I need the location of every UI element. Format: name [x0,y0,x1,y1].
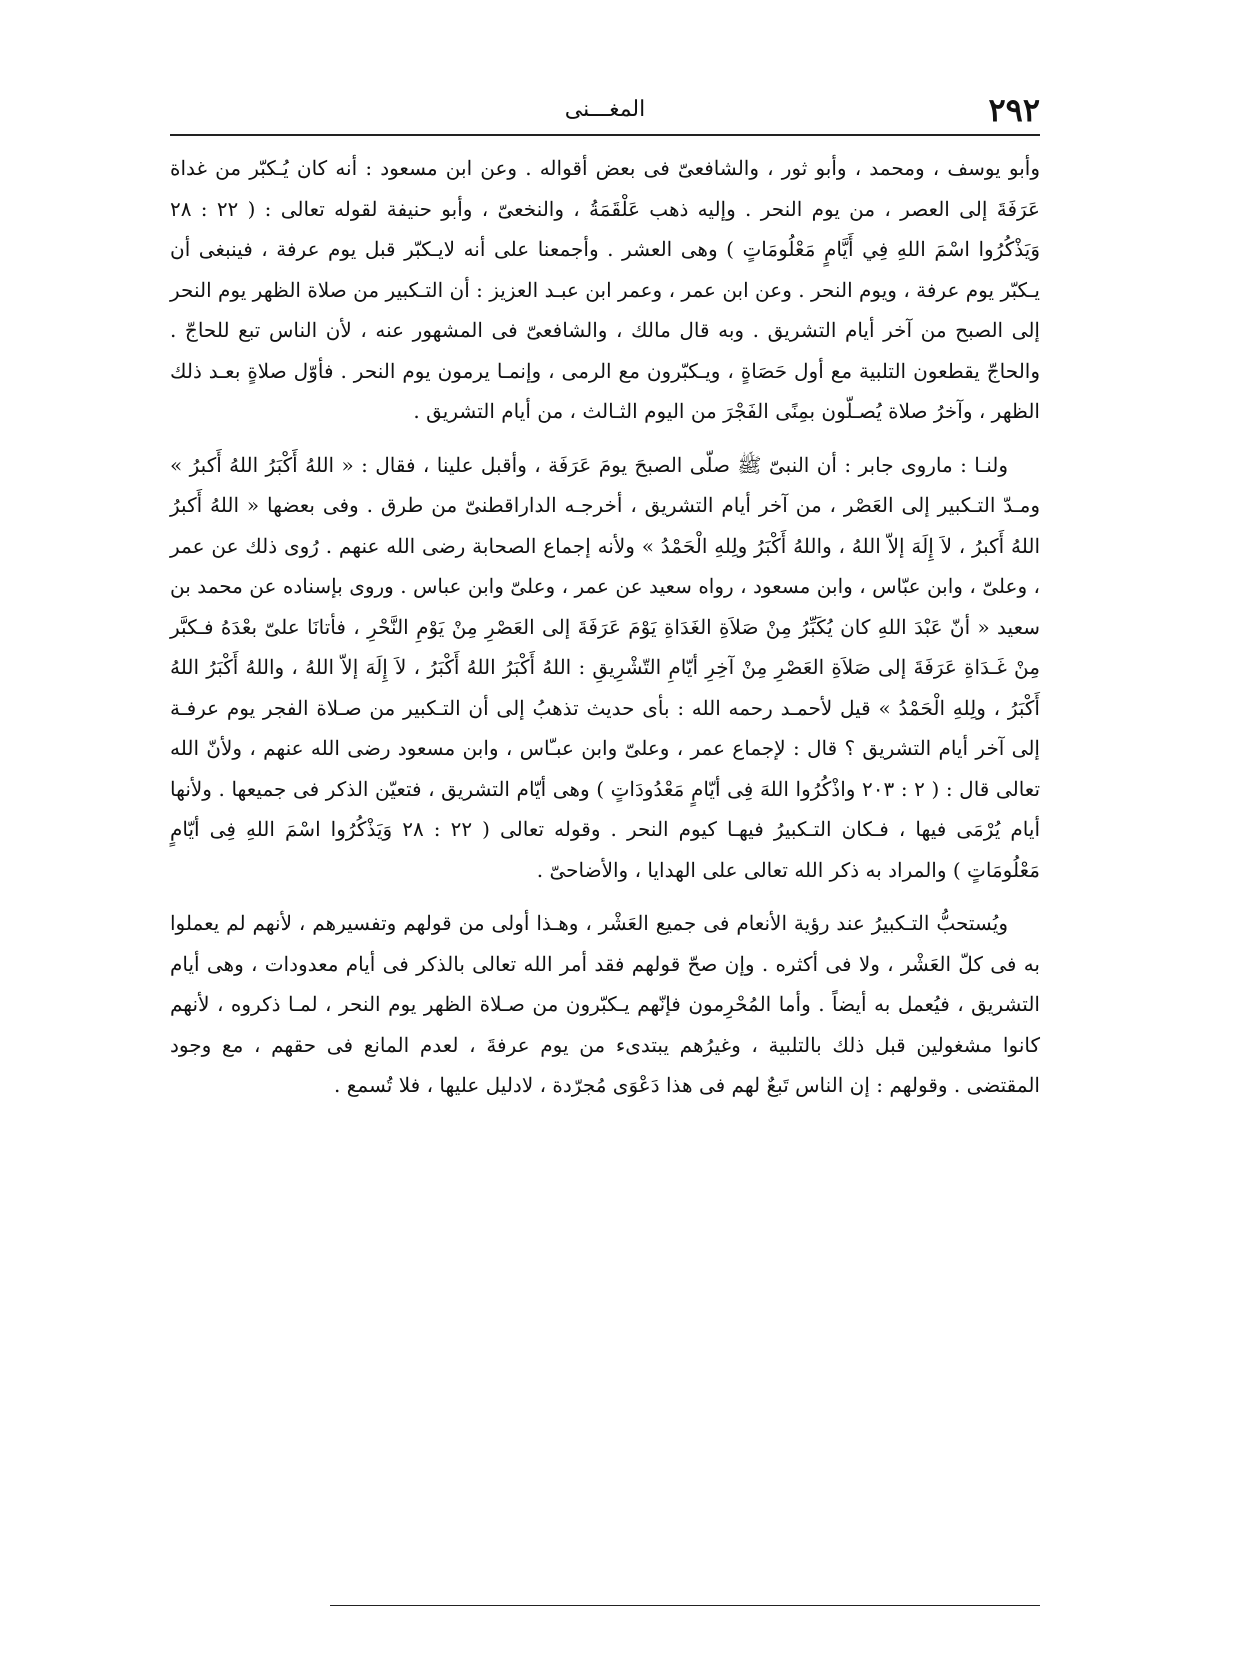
page-header [170,88,1040,138]
body-text [170,148,1040,1119]
paragraph: ولنـا : ماروى جابر : أن النبىّ ﷺ صلّى الصبحَ يومَ عَرَفَة ، وأقبل علينا ، فقال : « اللهُ أَكْبَرُ اللهُ أَكبرُ » ومـدّ التـكبير إلى العَصْر ، من آخر أيام التشريق ، أخرجـه الداراقطنىّ من طرق . وفى بعضها « اللهُ أَكبرُ اللهُ أَكبرُ ، لاَ إِلَهَ إلاّ اللهُ ، واللهُ أَكْبَرُ ولِلهِ الْحَمْدُ » ولأنه إجماع الصحابة رضى الله عنهم . رُوى ذلك عن عمر ، وعلىّ ، وابن عبّاس ، وابن مسعود ، رواه سعيد عن عمر ، وعلىّ وابن عباس . وروى بإسناده عن محمد بن سعيد « أنّ عَبْدَ اللهِ كان يُكَبِّرُ مِنْ صَلاَةِ الغَدَاةِ يَوْمَ عَرَفَةَ إلى العَصْرِ مِنْ يَوْمِ النَّحْرِ ، فأتانَا علىّ بعْدَهُ فـكبَّر مِنْ غَـدَاةِ عَرَفَةَ إلى صَلاَةِ العَصْرِ مِنْ آخِرِ أيّامِ التّشْرِيقِ : اللهُ أَكْبَرُ اللهُ أَكْبَرُ ، لاَ إِلَهَ إلاّ اللهُ ، واللهُ أَكْبَرُ اللهُ أَكْبَرُ ، ولِلهِ الْحَمْدُ » قيل لأحمـد رحمه الله : بأى حديث تذهبُ إلى أن التـكبير من صـلاة الفجر يوم عرفـة إلى آخر أيام التشريق ؟ قال : لإجماع عمر ، وعلىّ وابن عبـّاس ، وابن مسعود رضى الله عنهم ، ولأنّ الله تعالى قال : ( ٢ : ٢٠٣ واذْكُرُوا اللهَ فِى أيّامٍ مَعْدُودَاتٍ ) وهى أيّام التشريق ، فتعيّن الذكر فى جميعها . ولأنها أيام يُرْمَى فيها ، فـكان التـكبيرُ فيهـا كيوم النحر . وقوله تعالى ( ٢٢ : ٢٨ وَيَذْكُرُوا اسْمَ اللهِ فِى أيّامٍ مَعْلُومَاتٍ ) والمراد به ذكر الله تعالى على الهدايا ، والأضاحىّ . [170,452,1041,882]
header-rule [170,134,1040,136]
paragraph: وأبو يوسف ، ومحمد ، وأبو ثور ، والشافعىّ فى بعض أقواله . وعن ابن مسعود : أنه كان يُـكبّر من غداة عَرَفَةَ إلى العصر ، من يوم النحر . وإليه ذهب عَلْقَمَةُ ، والنخعىّ ، وأبو حنيفة لقوله تعالى : ( ٢٢ : ٢٨ وَيَذْكُرُوا اسْمَ اللهِ فِي أَيَّامٍ مَعْلُومَاتٍ ) وهى العشر . وأجمعنا على أنه لايـكبّر قبل يوم عرفة ، فينبغى أن يـكبّر يوم عرفة ، ويوم النحر . وعن ابن عمر ، وعمر ابن عبـد العزيز : أن التـكبير من صلاة الظهر يوم النحر إلى الصبح من آخر أيام التشريق . وبه قال مالك ، والشافعىّ فى المشهور عنه ، لأن الناس تبع للحاجّ . والحاجّ يقطعون التلبية مع أول حَصَاةٍ ، ويـكبّرون مع الرمى ، وإنمـا يرمون يوم النحر . فأوّل صلاةٍ بعـد ذلك الظهر ، وآخرُ صلاة يُصـلّون بمِنًى الفَجْرَ من اليوم الثـالث ، من أيام التشريق . [170,156,1040,423]
paragraph: ويُستحبُّ التـكبيرُ عند رؤية الأنعام فى جميع العَشْر ، وهـذا أولى من قولهم وتفسيرهم ، لأنهم لم يعملوا به فى كلّ العَشْر ، ولا فى أكثره . وإن صحّ قولهم فقد أمر الله تعالى بالذكر فى أيام معدودات ، وهى أيام التشريق ، فيُعمل به أيضاً . وأما المُحْرِمون فإنّهم يـكبّرون من صـلاة الظهر يوم النحر ، لمـا ذكروه ، لأنهم كانوا مشغولين قبل ذلك بالتلبية ، وغيرُهم يبتدىء من يوم عرفةَ ، لعدم المانع فى حقهم ، مع وجود المقتضى . وقولهم : إن الناس تَبعٌ لهم فى هذا دَعْوَى مُجرّدة ، لادليل عليها ، فلا تُسمع . [170,911,1041,1097]
footer-rule [330,1605,1040,1606]
page-number: ٢٩٢ [988,91,1040,129]
running-title: المغـــنى [564,97,646,122]
